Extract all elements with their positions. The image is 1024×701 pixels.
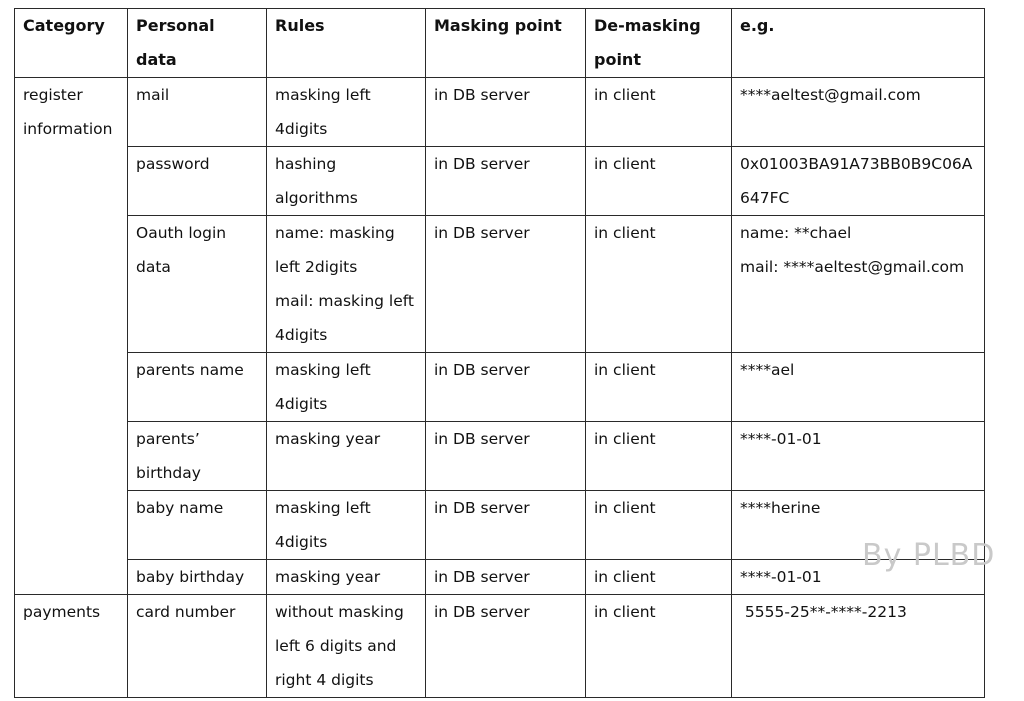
header-demasking-point: De-masking point: [586, 9, 732, 78]
example-cell: 0x01003BA91A73BB0B9C06A647FC: [732, 147, 985, 216]
masking-point-cell: in DB server: [426, 560, 586, 595]
demasking-point-cell: in client: [586, 353, 732, 422]
table-row: [15, 491, 985, 560]
masking-point-cell: in DB server: [426, 422, 586, 491]
table-row: [15, 560, 985, 595]
demasking-point-cell: in client: [586, 422, 732, 491]
watermark-text: By PLBD: [862, 538, 996, 573]
demasking-point-cell: in client: [586, 491, 732, 560]
masking-point-cell: in DB server: [426, 216, 586, 353]
category-cell: register information: [15, 78, 128, 595]
table-row: [15, 422, 985, 491]
header-category: Category: [15, 9, 128, 78]
example-cell: ****ael: [732, 353, 985, 422]
rules-cell: masking left 4digits: [267, 78, 426, 147]
masking-point-cell: in DB server: [426, 78, 586, 147]
demasking-point-cell: in client: [586, 216, 732, 353]
header-rules: Rules: [267, 9, 426, 78]
demasking-point-cell: in client: [586, 560, 732, 595]
rules-cell: masking year: [267, 560, 426, 595]
example-cell: ****-01-01: [732, 560, 985, 595]
rules-cell: masking year: [267, 422, 426, 491]
example-line: mail: ****aeltest@gmail.com: [740, 258, 965, 276]
masking-point-cell: in DB server: [426, 353, 586, 422]
masking-point-cell: in DB server: [426, 491, 586, 560]
header-row: [15, 9, 985, 78]
demasking-point-cell: in client: [586, 78, 732, 147]
table-row: [15, 78, 985, 147]
header-example: e.g.: [732, 9, 985, 78]
rules-cell: masking left 4digits: [267, 353, 426, 422]
rules-cell: without masking left 6 digits and right 4 digits: [267, 595, 426, 698]
masking-point-cell: in DB server: [426, 147, 586, 216]
rules-cell: [267, 216, 426, 353]
personal-data-cell: baby birthday: [128, 560, 267, 595]
personal-data-cell: card number: [128, 595, 267, 698]
rule-line: name: masking left 2digits: [275, 224, 395, 276]
example-line: name: **chael: [740, 224, 852, 242]
demasking-point-cell: in client: [586, 595, 732, 698]
personal-data-cell: parents’ birthday: [128, 422, 267, 491]
rule-line: mail: masking left 4digits: [275, 292, 415, 344]
table-row: [15, 353, 985, 422]
personal-data-cell: parents name: [128, 353, 267, 422]
header-masking-point: Masking point: [426, 9, 586, 78]
personal-data-cell: Oauth login data: [128, 216, 267, 353]
rules-cell: masking left 4digits: [267, 491, 426, 560]
example-cell: ****-01-01: [732, 422, 985, 491]
category-cell: payments: [15, 595, 128, 698]
demasking-point-cell: in client: [586, 147, 732, 216]
example-cell: 5555-25**-****-2213: [732, 595, 985, 698]
table-row: [15, 595, 985, 698]
header-personal-data: Personal data: [128, 9, 267, 78]
table-row: [15, 216, 985, 353]
table-row: [15, 147, 985, 216]
personal-data-cell: password: [128, 147, 267, 216]
example-cell: [732, 216, 985, 353]
example-cell: ****aeltest@gmail.com: [732, 78, 985, 147]
personal-data-cell: mail: [128, 78, 267, 147]
personal-data-cell: baby name: [128, 491, 267, 560]
example-cell: ****herine: [732, 491, 985, 560]
rules-cell: hashing algorithms: [267, 147, 426, 216]
masking-point-cell: in DB server: [426, 595, 586, 698]
data-masking-table: [14, 8, 985, 698]
